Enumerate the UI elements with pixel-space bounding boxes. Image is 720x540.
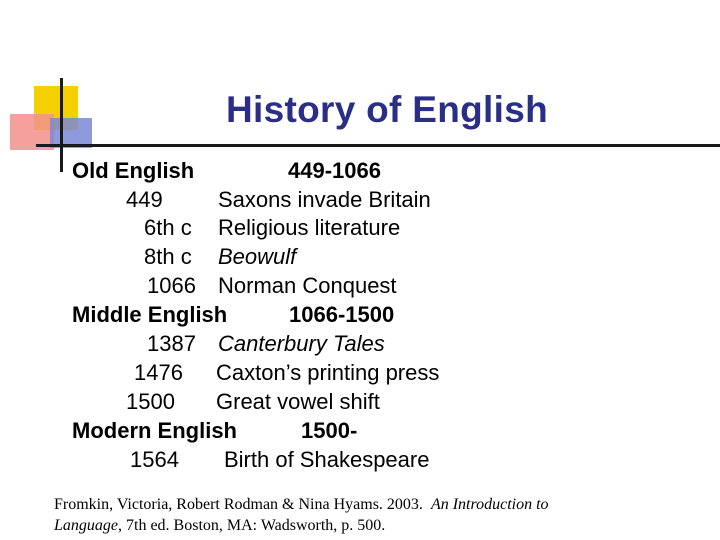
event-date: 449 [126,187,163,212]
citation-title-part2: Language [54,517,118,534]
event-date: 1476 [134,360,183,385]
citation-authors: Fromkin, Victoria, Robert Rodman & Nina Hyams. 2003. [54,496,423,513]
period-modern-english-range: 1500- [301,418,358,443]
event-description: Norman Conquest [218,273,397,298]
period-middle-english-range: 1066-1500 [289,302,395,327]
citation-title-part1: An Introduction to [430,496,549,513]
citation [54,494,674,536]
event-date: 1066 [147,273,196,298]
event-date: 8th c [144,244,192,269]
period-old-english-name: Old English [72,158,195,183]
title-underline [36,144,720,147]
event-date: 1387 [147,331,196,356]
event-description: Caxton’s printing press [216,360,440,385]
event-date: 6th c [144,215,192,240]
period-middle-english-name: Middle English [72,302,228,327]
event-description: Saxons invade Britain [218,187,431,212]
slide-title: History of English [226,89,548,130]
event-date: 1500 [126,389,175,414]
event-date: 1564 [130,447,179,472]
event-description: Canterbury Tales [218,331,385,356]
period-old-english-range: 449-1066 [288,158,381,183]
event-description: Religious literature [218,215,401,240]
decorative-vertical-line [60,78,63,172]
event-description: Great vowel shift [216,389,380,414]
event-description: Beowulf [218,244,297,269]
event-description: Birth of Shakespeare [224,447,430,472]
citation-publication: , 7th ed. Boston, MA: Wadsworth, p. 500. [118,517,386,534]
period-modern-english-name: Modern English [72,418,237,443]
